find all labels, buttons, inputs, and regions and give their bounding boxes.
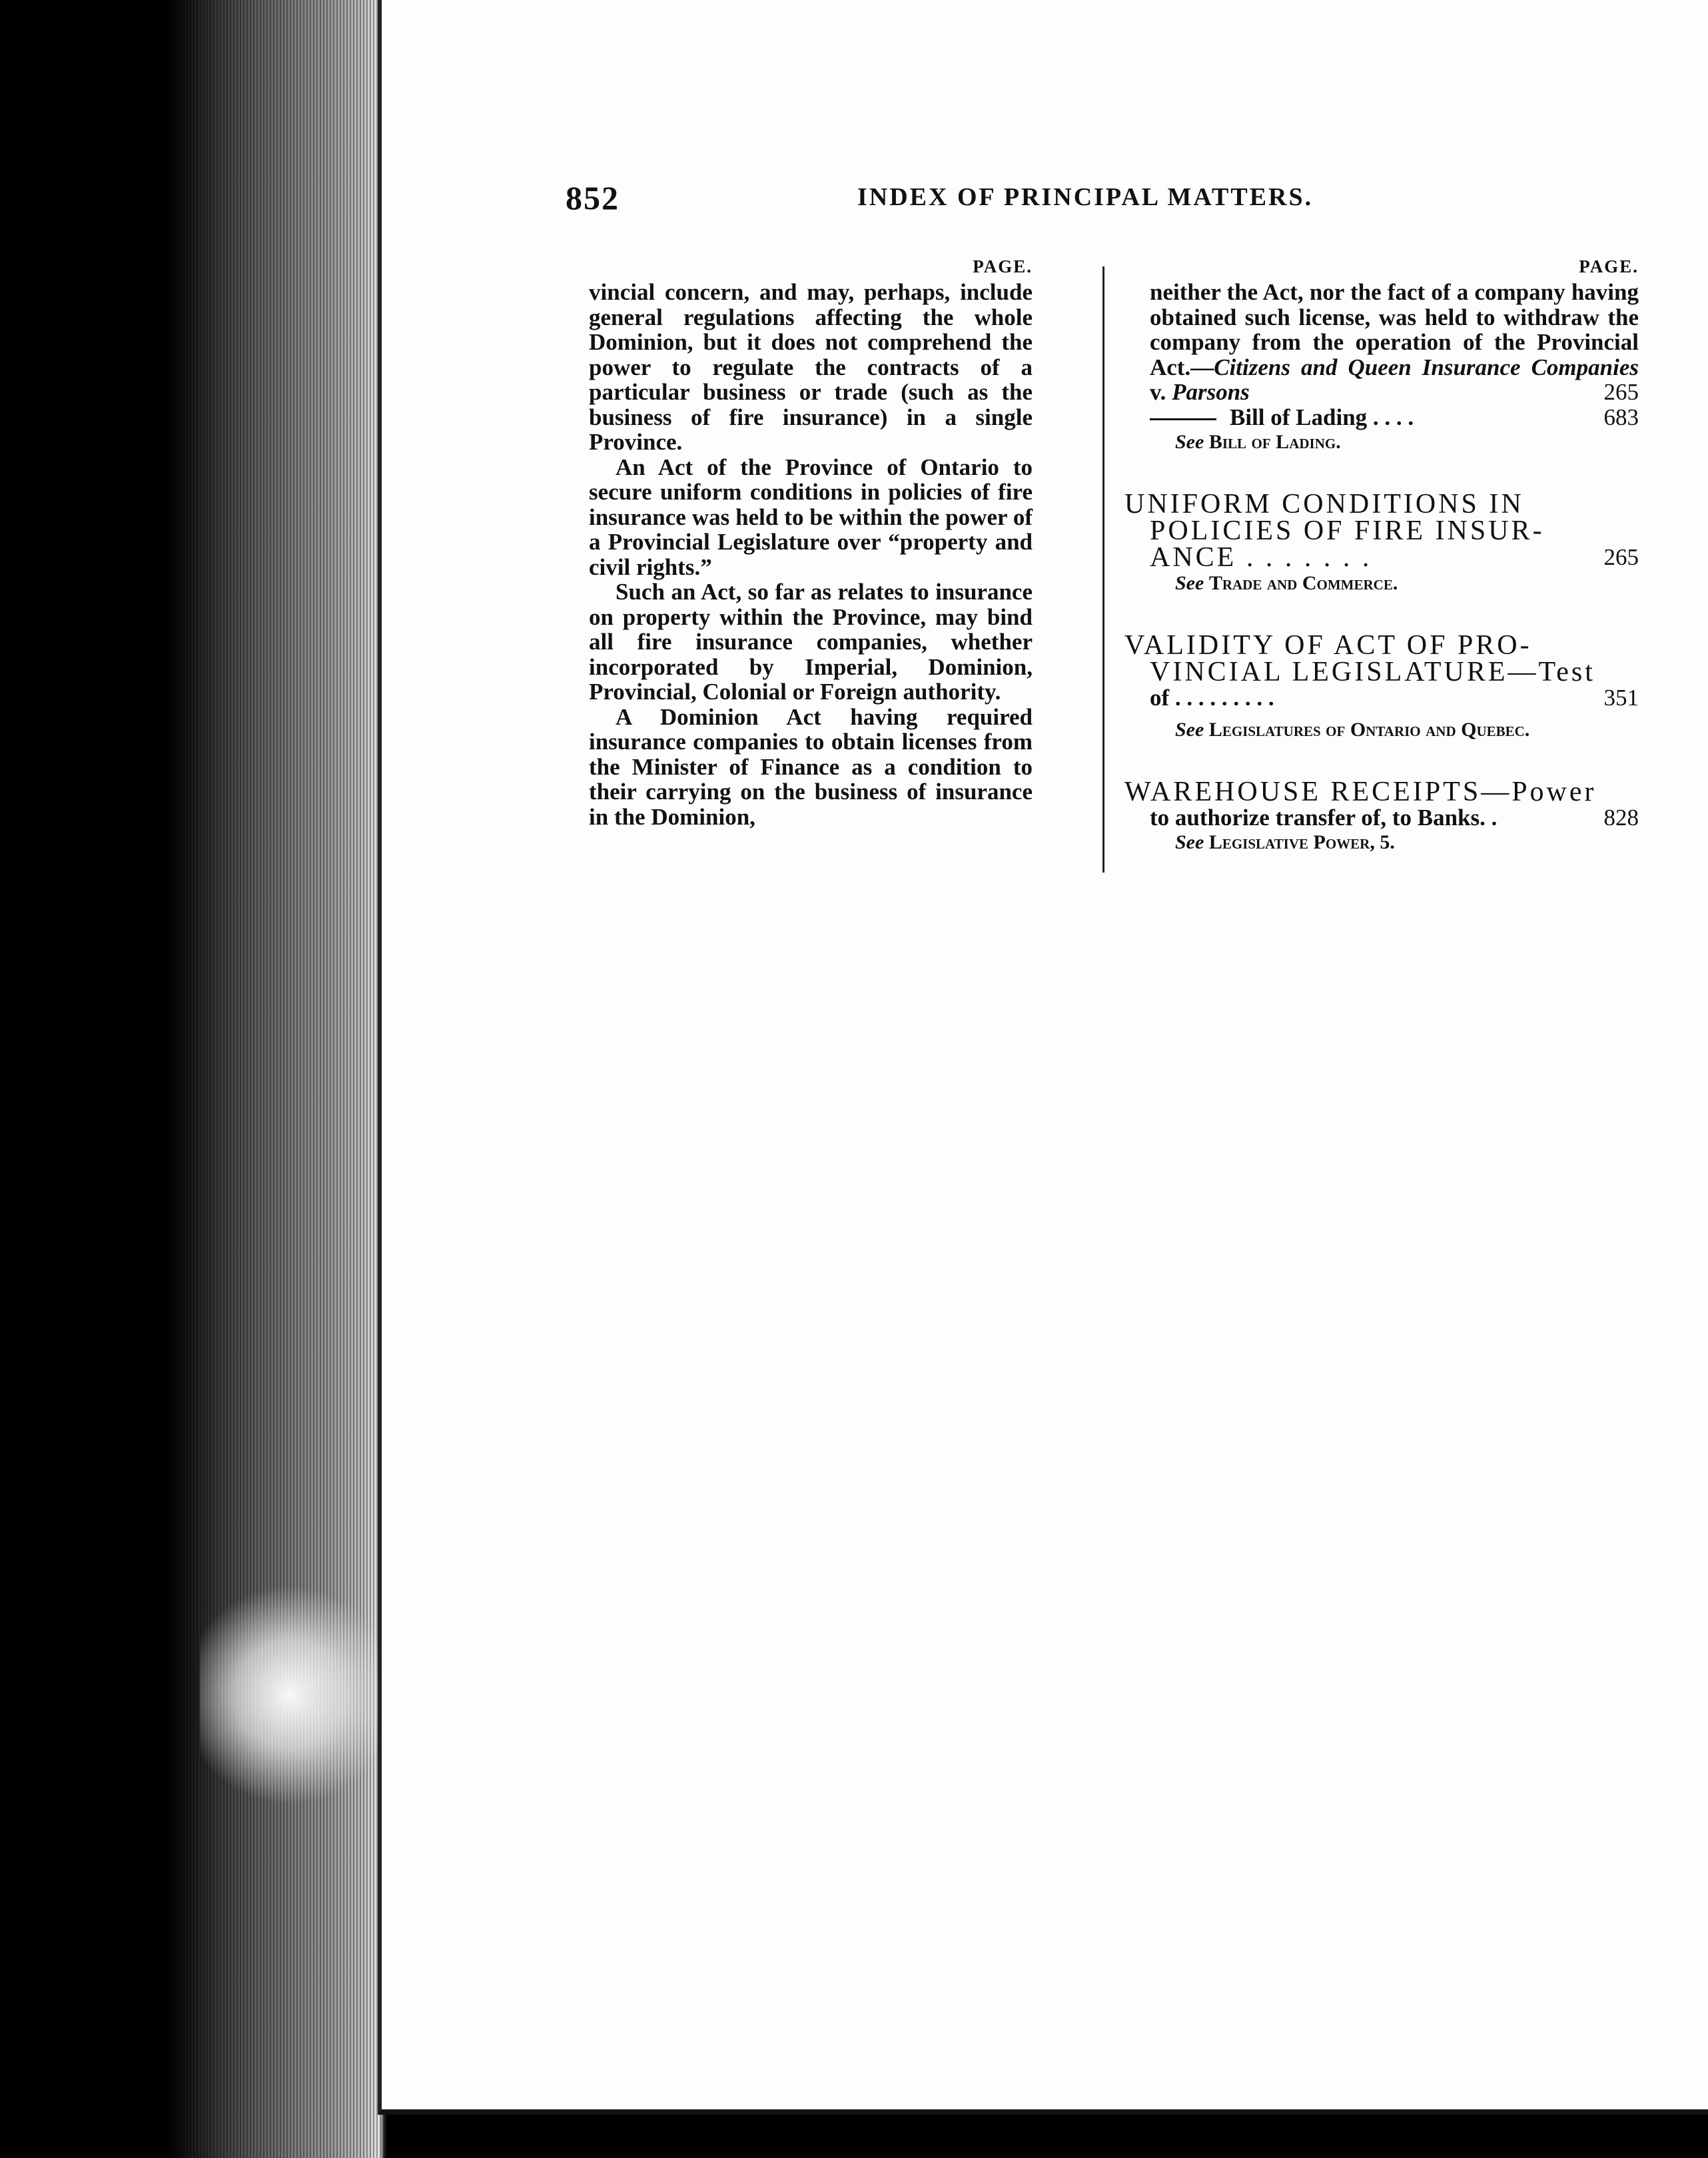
entry-heading-line: to authorize transfer of, to Banks. . [1150,804,1497,831]
see-word: See [1175,831,1204,853]
case-party: Parsons [1172,379,1250,405]
paragraph: vincial concern, and may, perhaps, include general regulations affecting the whole Dominion, but it does not comprehend the power to regulate the contracts of a particular business or trade (such as the business of fire insurance) in a single Province. [589,279,1033,455]
page-reference: 683 [1603,404,1639,430]
page-column-label: PAGE. [1579,256,1639,276]
page-number: 852 [566,179,620,216]
entry-heading-line: VINCIAL LEGISLATURE—Test [1150,657,1595,687]
page-header [566,179,1641,225]
index-entry [1124,776,1639,856]
index-entry [1124,491,1639,596]
left-column [589,256,1033,829]
cross-reference [1124,430,1639,455]
entry-heading-line: UNIFORM CONDITIONS IN [1124,489,1524,520]
case-versus: v. [1150,379,1172,405]
paper-stain [200,1585,400,1805]
page-reference: 828 [1603,804,1639,831]
cross-reference [1124,571,1639,596]
paragraph: Such an Act, so far as relates to insurance on property within the Province, may bind all fire insurance companies, whether incorporated by Imperial, Dominion, Provincial, Colonial or Foreign authority. [589,579,1033,705]
page-reference: 265 [1603,544,1639,570]
cross-reference [1124,717,1639,743]
see-target: Bill of Lading. [1208,431,1341,453]
right-column [1124,256,1639,855]
column-divider [1102,266,1104,873]
see-word: See [1175,431,1204,453]
see-target: Legislative Power, 5. [1208,831,1395,853]
see-target: Legislatures of Ontario and Quebec. [1208,718,1530,741]
entry-heading-line: of . . . . . . . . . [1150,685,1274,711]
page-reference: 351 [1603,685,1639,711]
book-page-edges [0,0,386,2158]
paragraph: An Act of the Province of Ontario to secure uniform conditions in policies of fire insurance was held to be within the power of a Provincial Legislature over “property and civil rights.” [589,454,1033,580]
entry-heading-line: ANCE . . . . . . . [1150,542,1372,573]
running-title: INDEX OF PRINCIPAL MATTERS. [857,183,1314,211]
case-name: Citizens and Queen Insurance Companies [1214,354,1639,380]
see-word: See [1175,572,1204,594]
continuation-text: neither the Act, nor the fact of a company having obtained such license, was held to withdraw the company from the operation of the Provincial Act.— [1150,279,1639,380]
index-continuation [1124,280,1639,405]
see-word: See [1175,718,1204,741]
see-target: Trade and Commerce. [1208,572,1398,594]
paragraph: A Dominion Act having required insurance companies to obtain licenses from the Minister of Finance as a condition to their carrying on the business of insurance in the Dominion, [589,703,1033,830]
index-subentry [1124,405,1639,430]
subentry-label: Bill of Lading . . . . [1230,404,1414,430]
page-column-label: PAGE. [973,256,1033,276]
entry-heading-line: POLICIES OF FIRE INSUR- [1150,516,1545,546]
entry-heading-line: VALIDITY OF ACT OF PRO- [1124,630,1532,661]
page-reference: 265 [1603,379,1639,405]
em-dash-rule [1150,418,1216,420]
index-entry [1124,632,1639,743]
entry-heading-line: WAREHOUSE RECEIPTS—Power [1124,776,1597,807]
cross-reference [1124,830,1639,855]
